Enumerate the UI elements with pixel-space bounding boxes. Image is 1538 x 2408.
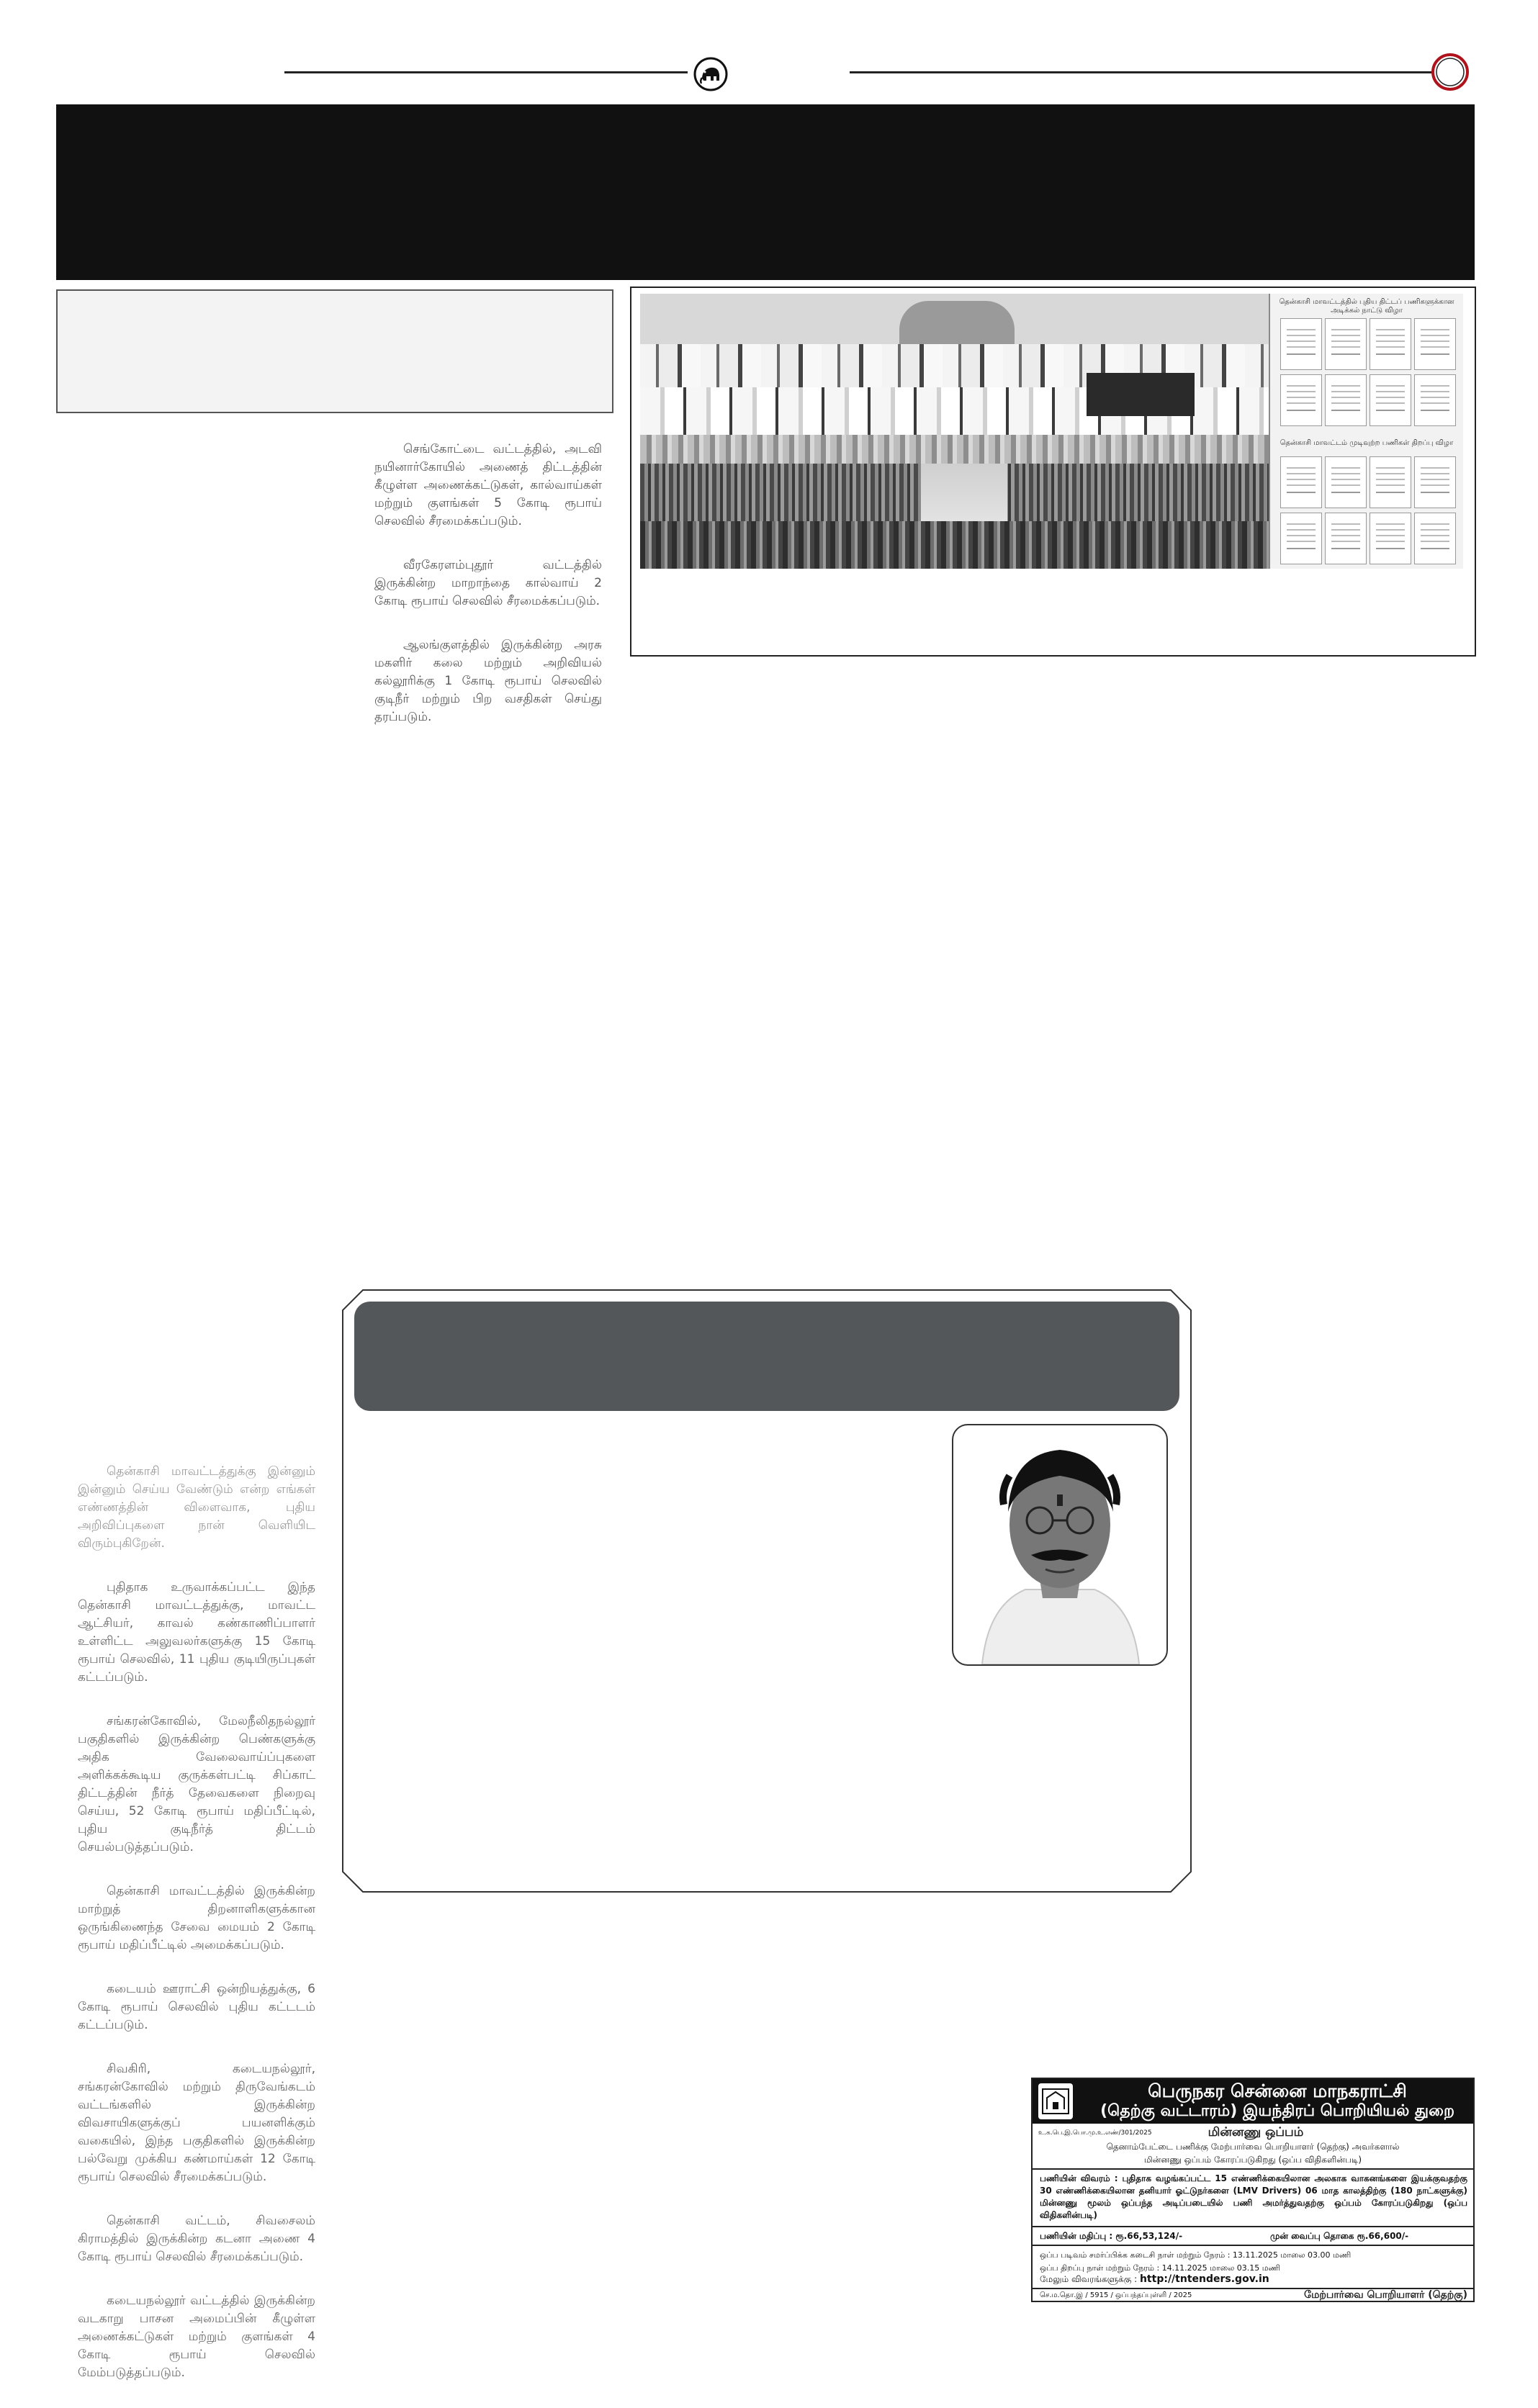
headline-banner xyxy=(56,104,1475,280)
tender-estimate: பணியின் மதிப்பு : ரூ.66,53,124/- xyxy=(1040,2231,1183,2241)
lower-story-paragraph: சிவகிரி, கடையநல்லூர், சங்கரன்கோவில் மற்றும் திருவேங்கடம் வட்டங்களில் இருக்கின்ற விவசாயிகளுக்குப் பயனளிக்கும் வகையில், இந்த பகுதிகளில் இருக்கின்ற பல்வேறு முக்கிய கண்மாய்கள் 12 கோடி ரூபாய் செலவில் சீரமைக்கப்படும். xyxy=(78,2062,315,2184)
portrait-photo xyxy=(953,1425,1166,1664)
quote-box xyxy=(341,1289,1192,1893)
tender-ref-no: உ.க.பெ.இ.பொ.மு.உ.எண்/301/2025 xyxy=(1038,2129,1152,2137)
certificates-panel-top xyxy=(1269,294,1463,435)
elephant-emblem-icon xyxy=(693,56,729,92)
tender-org-line2: (தெற்கு வட்டாரம்) இயந்திரப் பொறியியல் துறை xyxy=(1100,2102,1454,2120)
lower-story-paragraph: தென்காசி மாவட்டத்தில் இருக்கின்ற மாற்றுத் திறனாளிகளுக்கான ஒருங்கிணைந்த சேவை மையம் 2 கோடி ரூபாய் மதிப்பீட்டில் அமைக்கப்படும். xyxy=(78,1884,315,1952)
event-photo-frame xyxy=(630,287,1476,657)
certificates-title: தென்காசி மாவட்டத்தில் புதிய திட்டப் பணிகளுக்கான அடிக்கல் நாட்டு விழா xyxy=(1279,298,1454,315)
tender-website-link[interactable]: http://tntenders.gov.in xyxy=(1139,2273,1269,2285)
stage-photo xyxy=(640,294,1269,435)
lower-story-paragraph: சங்கரன்கோவில், மேலநீலிதநல்லூர் பகுதிகளில் இருக்கின்ற பெண்களுக்கு அதிக வேலைவாய்ப்புகளை அளிக்கக்கூடிய குருக்கள்பட்டி சிப்காட் திட்டத்தின் நீர்த் தேவைகளை நிறைவு செய்ய, 52 கோடி ரூபாய் மதிப்பீட்டில், புதிய குடிநீர்த் திட்டம் செயல்படுத்தப்படும். xyxy=(78,1714,315,1854)
lower-story-paragraph: புதிதாக உருவாக்கப்பட்ட இந்த தென்காசி மாவட்டத்துக்கு, மாவட்ட ஆட்சியர், காவல் கண்காணிப்பாளர் உள்ளிட்ட அலுவலர்களுக்கு 15 கோடி ரூபாய் செலவில், 11 புதிய குடியிருப்புகள் கட்டப்படும். xyxy=(78,1580,315,1685)
tender-opening-date: ஒப்ப திறப்பு நாள் மற்றும் நேரம் : 14.11.2025 மாலை 03.15 மணி xyxy=(1040,2263,1280,2273)
tender-more-info-label: மேலும் விவரங்களுக்கு : xyxy=(1040,2274,1138,2284)
tender-intro-1: தெனாம்பேட்டை பணிக்கு மேற்பார்வை பொறியாளர் (தெற்கு) அவர்களால் xyxy=(1106,2142,1400,2152)
lower-story-paragraph: தென்காசி வட்டம், சிவசைலம் கிராமத்தில் இருக்கின்ற கடனா அணை 4 கோடி ரூபாய் செலவில் சீரமைக்கப்படும். xyxy=(78,2214,315,2264)
corporation-logo-icon xyxy=(1038,2083,1073,2119)
portrait-frame xyxy=(952,1424,1168,1666)
tender-org-line1: பெருநகர சென்னை மாநகராட்சி xyxy=(1148,2080,1407,2101)
lower-story-paragraph: தென்காசி மாவட்டத்துக்கு இன்னும் இன்னும் செய்ய வேண்டும் என்ற எங்கள் எண்ணத்தின் விளைவாக, புதிய அறிவிப்புகளை நான் வெளியிட விரும்புகிறேன். xyxy=(78,1464,315,1551)
header-rule-right xyxy=(850,71,1433,73)
tender-footer-ref: செ.ம.தொ.இ / 5915 / ஒப்பந்தப்புள்ளி / 2025 xyxy=(1040,2291,1192,2299)
circle-page-marker-icon xyxy=(1430,52,1470,92)
quote-title-bar xyxy=(354,1302,1179,1411)
tender-more-info xyxy=(1040,2273,1269,2286)
header-rule-left xyxy=(284,71,688,73)
top-story-paragraph: வீரகேரளம்புதூர் வட்டத்தில் இருக்கின்ற மாறாந்தை கால்வாய் 2 கோடி ரூபாய் செலவில் சீரமைக்கப்படும். xyxy=(374,558,602,608)
top-story-paragraph: செங்கோட்டை வட்டத்தில், அடவி நயினார்கோயில் அணைத் திட்டத்தின் கீழுள்ள அணைக்கட்டுகள், கால்வாய்கள் மற்றும் குளங்கள் 5 கோடி ரூபாய் செலவில் சீரமைக்கப்படும். xyxy=(374,442,602,528)
certificates-panel-bottom xyxy=(1269,435,1463,569)
lower-story-column xyxy=(78,1463,315,2408)
tender-signatory: மேற்பார்வை பொறியாளர் (தெற்கு) xyxy=(1304,2289,1467,2301)
tender-header xyxy=(1033,2079,1473,2124)
tender-last-date: ஒப்ப படிவம் சமர்ப்பிக்க கடைசி நாள் மற்றும் நேரம் : 13.11.2025 மாலை 03.00 மணி xyxy=(1040,2250,1352,2260)
certificates-title: தென்காசி மாவட்டம் முடிவுற்ற பணிகள் திறப்பு விழா xyxy=(1280,439,1454,447)
tender-notice-title: மின்னணு ஒப்பம் xyxy=(1208,2125,1304,2139)
lower-story-paragraph: கடையநல்லூர் வட்டத்தில் இருக்கின்ற வடகாறு பாசன அமைப்பின் கீழுள்ள அணைக்கட்டுகள் மற்றும் குளங்கள் 4 கோடி ரூபாய் செலவில் மேம்படுத்தப்படும். xyxy=(78,2294,315,2380)
tender-intro-2: மின்னணு ஒப்பம் கோரப்படுகிறது (ஒப்ப விதிகளின்படி) xyxy=(1143,2155,1362,2165)
tender-advertisement xyxy=(1031,2078,1475,2302)
top-story-paragraph: ஆலங்குளத்தில் இருக்கின்ற அரசு மகளிர் கலை மற்றும் அறிவியல் கல்லூரிக்கு 1 கோடி ரூபாய் செலவில் குடிநீர் மற்றும் பிற வசதிகள் செய்து தரப்படும். xyxy=(374,638,602,724)
top-story-column xyxy=(374,441,602,752)
crowd-photo xyxy=(640,435,1269,569)
tender-work-description: பணியின் விவரம் : புதிதாக வழங்கப்பட்ட 15 எண்ணிக்கையிலான அலகாக வாகனங்களை இயக்குவதற்கு 30 எண்ணிக்கையிலான தனியார் ஓட்டுநர்களை (LMV Drivers) 06 மாத காலத்திற்கு (180 நாட்களுக்கு) மின்னணு மூலம் ஒப்பந்த அடிப்படையில் பணி அமர்த்துவதற்கு ஒப்பம் கோரப்படுகிறது (ஒப்ப விதிகளின்படி) xyxy=(1040,2173,1467,2220)
subheadline-box xyxy=(56,289,613,413)
tender-emd: முன் வைப்பு தொகை ரூ.66,600/- xyxy=(1270,2231,1409,2241)
lower-story-paragraph: கடையம் ஊராட்சி ஒன்றியத்துக்கு, 6 கோடி ரூபாய் செலவில் புதிய கட்டடம் கட்டப்படும். xyxy=(78,1982,315,2032)
